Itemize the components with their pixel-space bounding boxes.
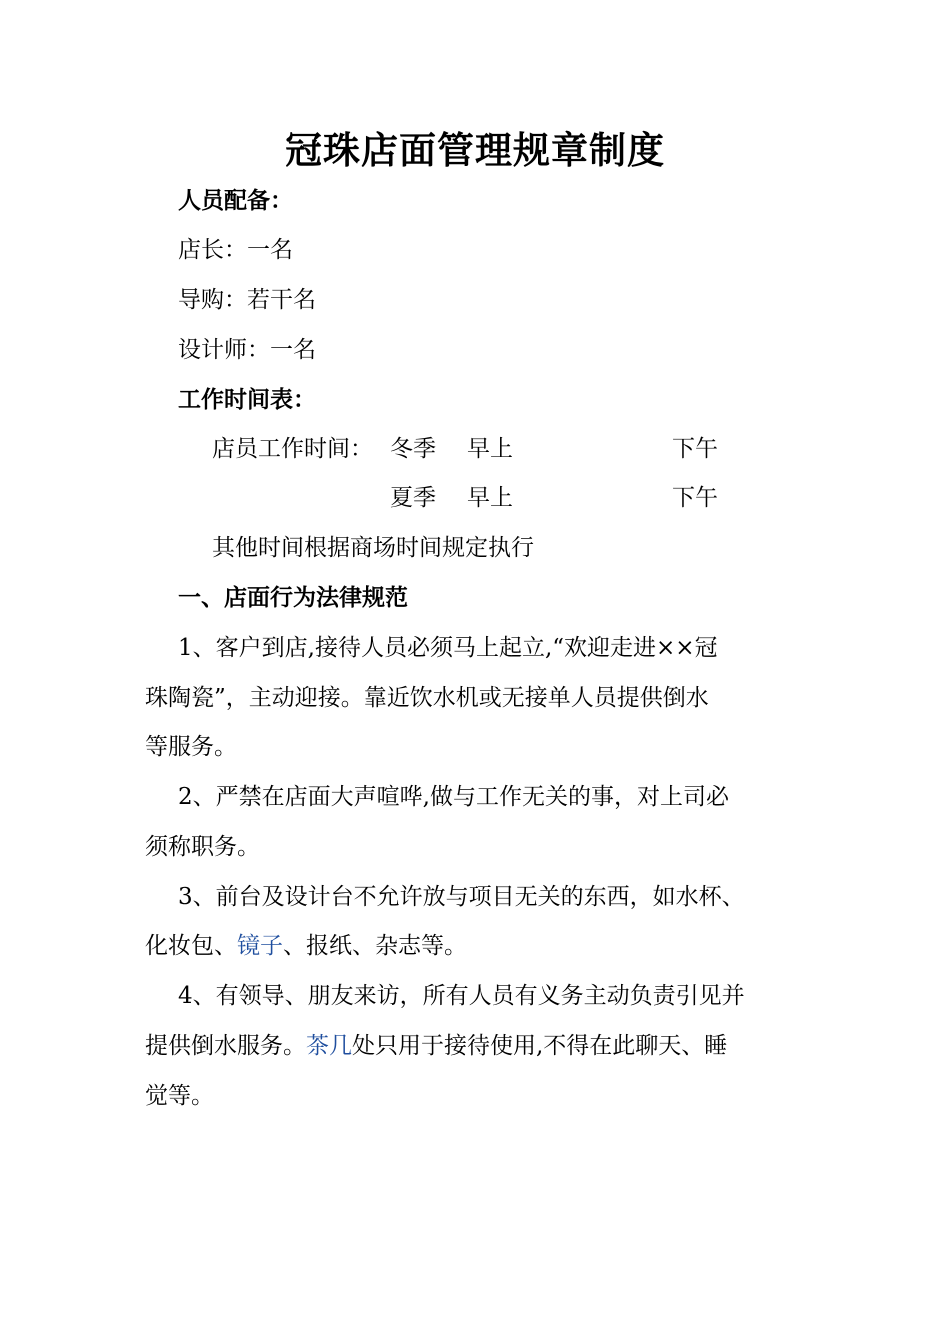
item1-line3: 等服务。 <box>145 734 237 760</box>
summer-morning: 早上 <box>467 485 513 511</box>
item3-line2 <box>145 929 467 963</box>
item1-line2: 珠陶瓷”，主动迎接。靠近饮水机或无接单人员提供倒水 <box>145 685 709 711</box>
item3-line2-text-after: 、报纸、杂志等。 <box>283 933 467 959</box>
item4-line2-text-after: 处只用于接待使用,不得在此聊天、睡 <box>352 1033 728 1059</box>
item2-line2: 须称职务。 <box>145 834 260 860</box>
page-title: 冠珠店面管理规章制度 <box>285 128 665 172</box>
item4-line2 <box>145 1029 727 1063</box>
staff-designer: 设计师：一名 <box>178 337 316 363</box>
mirror-link[interactable]: 镜子 <box>237 933 283 959</box>
item4-line3: 觉等。 <box>145 1083 214 1109</box>
item4-line2-text-before: 提供倒水服务。 <box>145 1033 306 1059</box>
item2-line1: 2、严禁在店面大声喧哗,做与工作无关的事，对上司必 <box>178 784 729 810</box>
staff-manager: 店长：一名 <box>178 237 293 263</box>
section1-heading: 一、店面行为法律规范 <box>178 584 408 611</box>
item3-line2-text-before: 化妆包、 <box>145 933 237 959</box>
tea-table-link[interactable]: 茶几 <box>306 1033 352 1059</box>
schedule-note: 其他时间根据商场时间规定执行 <box>212 535 534 561</box>
staff-guides: 导购：若干名 <box>178 287 316 313</box>
schedule-label: 店员工作时间： <box>212 436 373 462</box>
winter-season: 冬季 <box>390 436 436 462</box>
winter-afternoon: 下午 <box>672 436 718 462</box>
item3-line1: 3、前台及设计台不允许放与项目无关的东西，如水杯、 <box>178 884 745 910</box>
winter-morning: 早上 <box>467 436 513 462</box>
staffing-heading: 人员配备： <box>178 187 293 214</box>
summer-afternoon: 下午 <box>672 485 718 511</box>
item4-line1: 4、有领导、朋友来访，所有人员有义务主动负责引见并 <box>178 983 745 1009</box>
summer-season: 夏季 <box>390 485 436 511</box>
schedule-heading: 工作时间表： <box>178 386 316 413</box>
item1-line1: 1、客户到店,接待人员必须马上起立,“欢迎走进××冠 <box>178 635 718 661</box>
